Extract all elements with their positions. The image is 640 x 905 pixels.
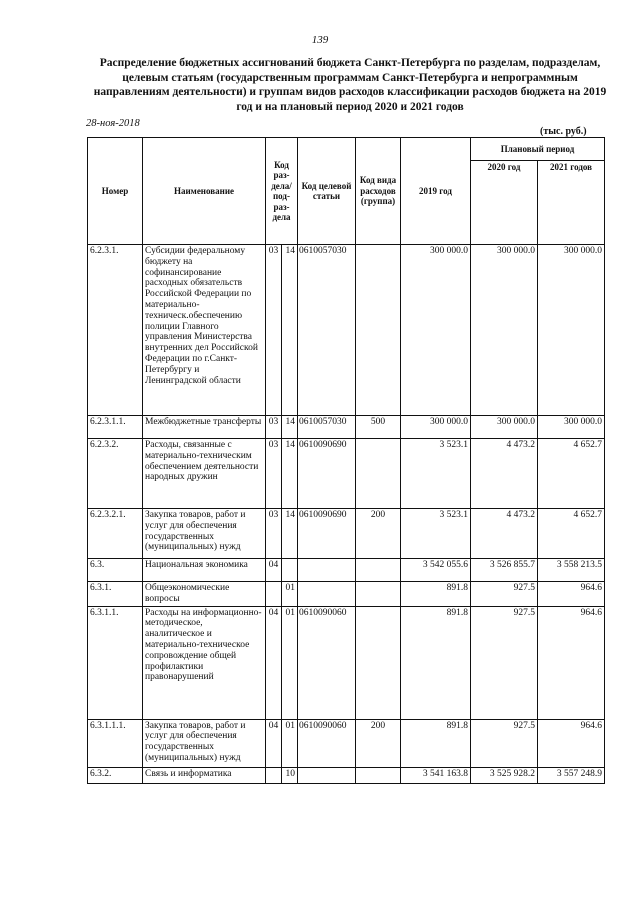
table-row xyxy=(88,719,605,767)
row-section-code: 04 xyxy=(266,719,282,767)
row-amount-2020: 927.5 xyxy=(471,582,538,607)
document-title: Распределение бюджетных ассигнований бюджета Санкт-Петербурга по разделам, подразделам, целевым статьям (государственным программам Санкт-Петербурга и непрограммным направлениям деятельности) и группам видов расходов классификации расходов бюджета на 2019 год и на плановый период 2020 и 2021 годов xyxy=(93,57,607,113)
row-expense-type-code: 500 xyxy=(356,416,401,439)
row-subsection-code: 01 xyxy=(282,606,298,719)
row-number: 6.3.1.1. xyxy=(88,606,143,719)
row-amount-2021: 3 558 213.5 xyxy=(538,559,605,582)
row-amount-2020: 3 526 855.7 xyxy=(471,559,538,582)
row-amount-2021: 300 000.0 xyxy=(538,416,605,439)
row-number: 6.2.3.2.1. xyxy=(88,509,143,559)
row-amount-2021: 964.6 xyxy=(538,582,605,607)
row-section-code: 04 xyxy=(266,559,282,582)
row-number: 6.2.3.2. xyxy=(88,439,143,509)
row-section-code: 03 xyxy=(266,439,282,509)
row-amount-2021: 3 557 248.9 xyxy=(538,767,605,783)
row-subsection-code: 10 xyxy=(282,767,298,783)
row-amount-2021: 4 652.7 xyxy=(538,509,605,559)
header-planned-period: Плановый период xyxy=(471,138,605,161)
row-number: 6.3.1.1.1. xyxy=(88,719,143,767)
row-name: Межбюджетные трансферты xyxy=(143,416,266,439)
header-target: Код целевой статьи xyxy=(298,138,356,245)
row-expense-type-code: 200 xyxy=(356,509,401,559)
row-name: Общеэкономические вопросы xyxy=(143,582,266,607)
table-row xyxy=(88,245,605,416)
header-expense-type: Код вида расходов (группа) xyxy=(356,138,401,245)
header-year-2020: 2020 год xyxy=(471,161,538,245)
row-name: Связь и информатика xyxy=(143,767,266,783)
table-row xyxy=(88,509,605,559)
row-amount-2019: 3 542 055.6 xyxy=(401,559,471,582)
row-number: 6.2.3.1.1. xyxy=(88,416,143,439)
row-section-code: 04 xyxy=(266,606,282,719)
table-body xyxy=(88,245,605,784)
row-section-code xyxy=(266,582,282,607)
row-amount-2019: 300 000.0 xyxy=(401,245,471,416)
row-expense-type-code xyxy=(356,767,401,783)
row-amount-2021: 4 652.7 xyxy=(538,439,605,509)
header-number: Номер xyxy=(88,138,143,245)
row-target-code xyxy=(298,559,356,582)
row-expense-type-code xyxy=(356,559,401,582)
row-target-code xyxy=(298,767,356,783)
table-row xyxy=(88,439,605,509)
row-subsection-code: 01 xyxy=(282,582,298,607)
row-amount-2020: 300 000.0 xyxy=(471,245,538,416)
row-section-code: 03 xyxy=(266,245,282,416)
row-expense-type-code xyxy=(356,606,401,719)
header-year-2019: 2019 год xyxy=(401,138,471,245)
header-year-2021: 2021 годов xyxy=(538,161,605,245)
row-target-code: 0610057030 xyxy=(298,245,356,416)
row-amount-2021: 964.6 xyxy=(538,606,605,719)
row-amount-2020: 4 473.2 xyxy=(471,509,538,559)
row-amount-2020: 927.5 xyxy=(471,606,538,719)
row-expense-type-code xyxy=(356,245,401,416)
row-amount-2020: 927.5 xyxy=(471,719,538,767)
row-target-code: 0610090690 xyxy=(298,439,356,509)
row-amount-2020: 300 000.0 xyxy=(471,416,538,439)
row-name: Закупка товаров, работ и услуг для обеспечения государственных (муниципальных) нужд xyxy=(143,719,266,767)
row-amount-2019: 891.8 xyxy=(401,719,471,767)
row-expense-type-code: 200 xyxy=(356,719,401,767)
row-subsection-code xyxy=(282,559,298,582)
row-subsection-code: 01 xyxy=(282,719,298,767)
row-target-code: 0610057030 xyxy=(298,416,356,439)
table-row xyxy=(88,416,605,439)
row-amount-2019: 3 541 163.8 xyxy=(401,767,471,783)
row-subsection-code: 14 xyxy=(282,416,298,439)
row-amount-2020: 3 525 928.2 xyxy=(471,767,538,783)
table-row xyxy=(88,582,605,607)
table-row xyxy=(88,606,605,719)
row-subsection-code: 14 xyxy=(282,509,298,559)
document-date: 28-ноя-2018 xyxy=(86,118,140,129)
row-number: 6.3.1. xyxy=(88,582,143,607)
row-amount-2019: 891.8 xyxy=(401,606,471,719)
units-label: (тыс. руб.) xyxy=(540,126,587,137)
budget-table xyxy=(87,137,605,784)
row-amount-2019: 300 000.0 xyxy=(401,416,471,439)
row-amount-2021: 300 000.0 xyxy=(538,245,605,416)
row-expense-type-code xyxy=(356,582,401,607)
row-expense-type-code xyxy=(356,439,401,509)
row-name: Закупка товаров, работ и услуг для обеспечения государственных (муниципальных) нужд xyxy=(143,509,266,559)
header-name: Наименование xyxy=(143,138,266,245)
row-name: Расходы на информационно-методическое, аналитическое и материально-техническое сопровождение общей профилактики правонарушений xyxy=(143,606,266,719)
row-name: Национальная экономика xyxy=(143,559,266,582)
row-amount-2020: 4 473.2 xyxy=(471,439,538,509)
table-row xyxy=(88,767,605,783)
row-number: 6.3. xyxy=(88,559,143,582)
row-name: Субсидии федеральному бюджету на софинансирование расходных обязательств Российской Федерации по материально-техническ.обеспечению полиции Главного управления Министерства внутренних дел Российской Федерации по г.Санкт-Петербургу и Ленинградской области xyxy=(143,245,266,416)
page-number: 139 xyxy=(311,34,329,46)
row-target-code xyxy=(298,582,356,607)
row-target-code: 0610090060 xyxy=(298,606,356,719)
row-number: 6.2.3.1. xyxy=(88,245,143,416)
row-name: Расходы, связанные с материально-техническим обеспечением деятельности народных дружин xyxy=(143,439,266,509)
row-section-code xyxy=(266,767,282,783)
row-section-code: 03 xyxy=(266,509,282,559)
row-target-code: 0610090060 xyxy=(298,719,356,767)
row-subsection-code: 14 xyxy=(282,439,298,509)
header-section: Код раз-дела/ под-раз-дела xyxy=(266,138,298,245)
table-row xyxy=(88,559,605,582)
row-number: 6.3.2. xyxy=(88,767,143,783)
row-section-code: 03 xyxy=(266,416,282,439)
row-amount-2019: 3 523.1 xyxy=(401,509,471,559)
row-amount-2019: 891.8 xyxy=(401,582,471,607)
row-amount-2021: 964.6 xyxy=(538,719,605,767)
row-subsection-code: 14 xyxy=(282,245,298,416)
row-target-code: 0610090690 xyxy=(298,509,356,559)
row-amount-2019: 3 523.1 xyxy=(401,439,471,509)
